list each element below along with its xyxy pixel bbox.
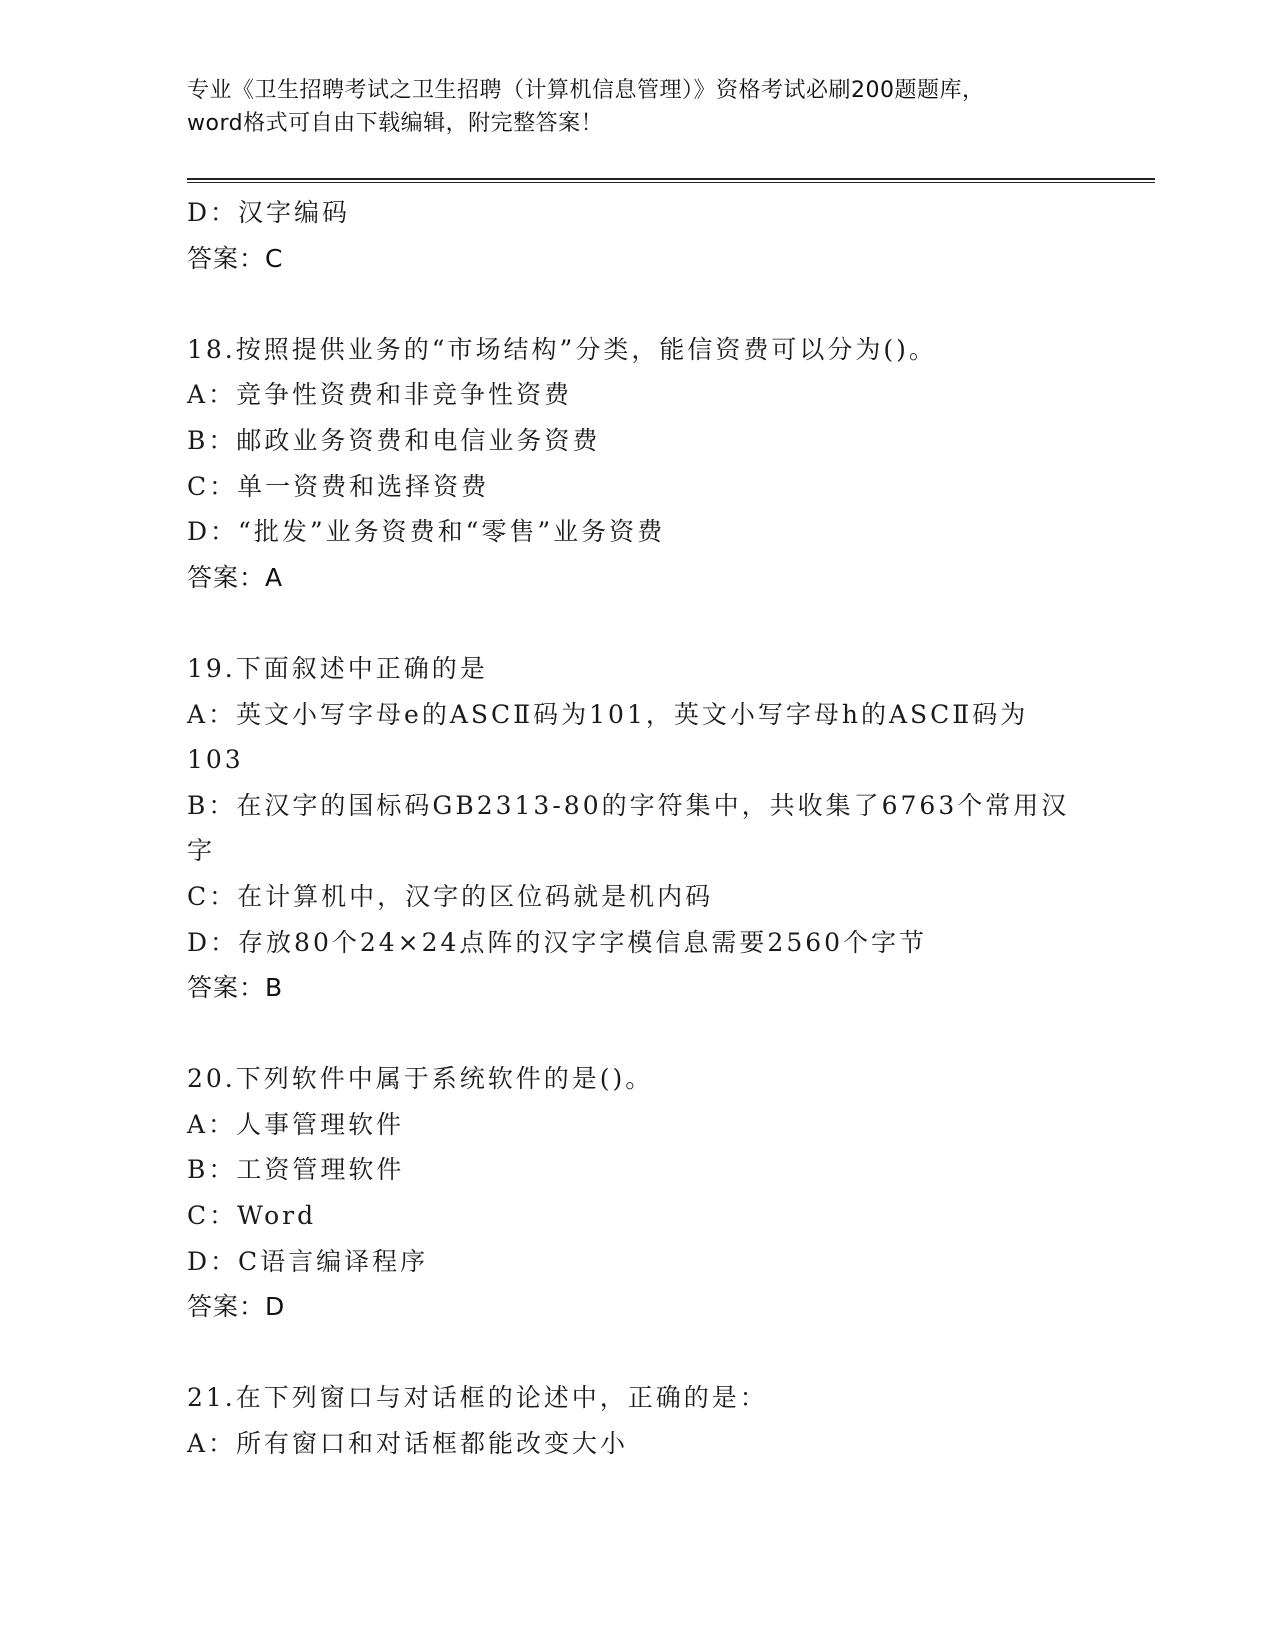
option-a: A：英文小写字母e的ASCⅡ码为101，英文小写字母h的ASCⅡ码为 [187,699,1029,729]
option-c: C：Word [187,1201,317,1231]
answer-line: 答案：B [187,973,284,1003]
document-header [187,74,1087,140]
question-list [187,190,1087,1467]
question-stem: 20.下列软件中属于系统软件的是()。 [187,1064,654,1094]
question-20 [187,1056,1087,1330]
header-divider-thin [187,182,1155,183]
option-b: B：工资管理软件 [187,1155,405,1185]
question-17-tail [187,190,1087,281]
question-stem: 18.按照提供业务的“市场结构”分类，能信资费可以分为()。 [187,334,937,364]
answer-line: 答案：C [187,243,284,273]
question-stem: 21.在下列窗口与对话框的论述中，正确的是： [187,1383,768,1413]
spacer [187,600,1087,646]
header-title-line-1: 专业《卫生招聘考试之卫生招聘（计算机信息管理）》资格考试必刷200题题库， [187,78,985,103]
option-d: D：汉字编码 [187,198,351,227]
option-c: C：在计算机中，汉字的区位码就是机内码 [187,881,714,911]
option-a: A：人事管理软件 [187,1109,405,1139]
spacer [187,1330,1087,1376]
question-stem: 19.下面叙述中正确的是 [187,653,488,683]
option-a-continued: 103 [187,745,244,775]
answer-line: 答案：D [187,1292,286,1322]
option-a: A：竞争性资费和非竞争性资费 [187,380,573,410]
option-d: D：C语言编译程序 [187,1246,429,1276]
header-title-line-2: word格式可自由下载编辑，附完整答案！ [187,111,604,136]
spacer [187,281,1087,327]
option-c: C：单一资费和选择资费 [187,471,490,501]
option-a: A：所有窗口和对话框都能改变大小 [187,1429,629,1459]
option-b: B：邮政业务资费和电信业务资费 [187,425,601,455]
option-b: B：在汉字的国标码GB2313-80的字符集中，共收集了6763个常用汉 [187,790,1070,820]
question-19 [187,646,1087,1011]
option-d: D：存放80个24×24点阵的汉字字模信息需要2560个字节 [187,927,928,957]
spacer [187,1011,1087,1057]
option-b-continued: 字 [187,836,216,866]
answer-line: 答案：A [187,562,284,592]
question-21 [187,1375,1087,1466]
header-divider-thick [187,178,1155,180]
question-18 [187,327,1087,601]
option-d: D：“批发”业务资费和“零售”业务资费 [187,517,666,547]
